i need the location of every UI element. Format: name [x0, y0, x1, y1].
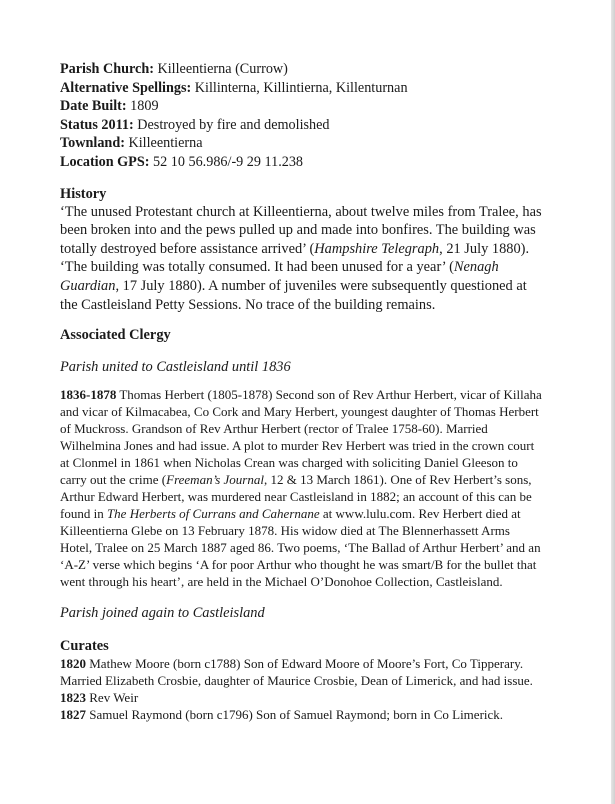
fact-status: Status 2011: Destroyed by fire and demolished	[60, 116, 330, 133]
associated-clergy-heading: Associated Clergy	[60, 327, 171, 344]
history-paragraph: ‘The unused Protestant church at Killeentierna, about twelve miles from Tralee, has been broken into and the pews pulled up and made into bonfires. The building was totally destroyed before assistance arrived’ (Hampshire Telegraph, 21 July 1880). ‘The building was totally consumed. It had been unused for a year’ (Nenagh Guardian, 17 July 1880). A number of juveniles were subsequently questioned at the Castleisland Petty Sessions. No trace of the building remains.	[60, 203, 542, 313]
curate-entry: 1823 Rev Weir	[60, 690, 139, 706]
document-page	[60, 60, 542, 723]
clergy-entry-thomas-herbert: 1836-1878 Thomas Herbert (1805-1878) Second son of Rev Arthur Herbert, vicar of Killaha and vicar of Kilmacabea, Co Cork and Mary Herbert, youngest daughter of Thomas Herbert of Muckross. Grandson of Rev Arthur Herbert (rector of Tralee 1758-60). Married Wilhelmina Jones and had issue. A plot to murder Rev Herbert was tried in the crown court at Clonmel in 1861 when Nicholas Crean was charged with soliciting Daniel Gleeson to carry out the crime (Freeman’s Journal, 12 & 13 March 1861). One of Rev Herbert’s sons, Arthur Edward Herbert, was murdered near Castleisland in 1882; an account of this can be found in The Herberts of Currans and Cahernane at www.lulu.com. Rev Herbert died at Killeentierna Glebe on 13 February 1878. His widow died at The Blennerhassett Arms Hotel, Tralee on 25 March 1887 aged 86. Two poems, ‘The Ballad of Arthur Herbert’ and an ‘A-Z’ verse which begins ‘A for poor Arthur who thought he was smart/B for the bullet that went through his heart’, are held in the Michael O’Donohoe Collection, Castleisland.	[60, 387, 542, 590]
source-hampshire-telegraph: Hampshire Telegraph	[314, 240, 440, 257]
curate-entry: 1827 Samuel Raymond (born c1796) Son of Samuel Raymond; born in Co Limerick.	[60, 707, 504, 723]
fact-alternative-spellings: Alternative Spellings: Killinterna, Killintierna, Killenturnan	[60, 79, 408, 96]
page-edge-shadow	[611, 0, 615, 804]
fact-parish-church: Parish Church: Killeentierna (Currow)	[60, 61, 288, 77]
source-herberts-book: The Herberts of Currans and Cahernane	[106, 506, 320, 522]
fact-location-gps: Location GPS: 52 10 56.986/-9 29 11.238	[60, 153, 304, 170]
parish-united-note: Parish united to Castleisland until 1836	[60, 359, 291, 376]
fact-townland: Townland: Killeentierna	[60, 135, 203, 152]
curates-heading: Curates	[60, 638, 109, 655]
parish-joined-note: Parish joined again to Castleisland	[60, 605, 265, 622]
history-heading: History	[60, 185, 107, 202]
curates-section	[60, 637, 542, 723]
fact-date-built: Date Built: 1809	[60, 98, 159, 115]
source-freemans-journal: Freeman’s Journal	[166, 472, 264, 488]
church-facts	[60, 60, 542, 172]
history-section	[60, 185, 542, 315]
curate-entry: 1820 Mathew Moore (born c1788) Son of Edward Moore of Moore’s Fort, Co Tipperary. Married Elizabeth Crosbie, daughter of Maurice Crosbie, Dean of Limerick, and had issue.	[60, 656, 533, 689]
source-nenagh-guardian: Nenagh Guardian	[60, 259, 499, 294]
entry-years: 1836-1878	[60, 387, 117, 403]
